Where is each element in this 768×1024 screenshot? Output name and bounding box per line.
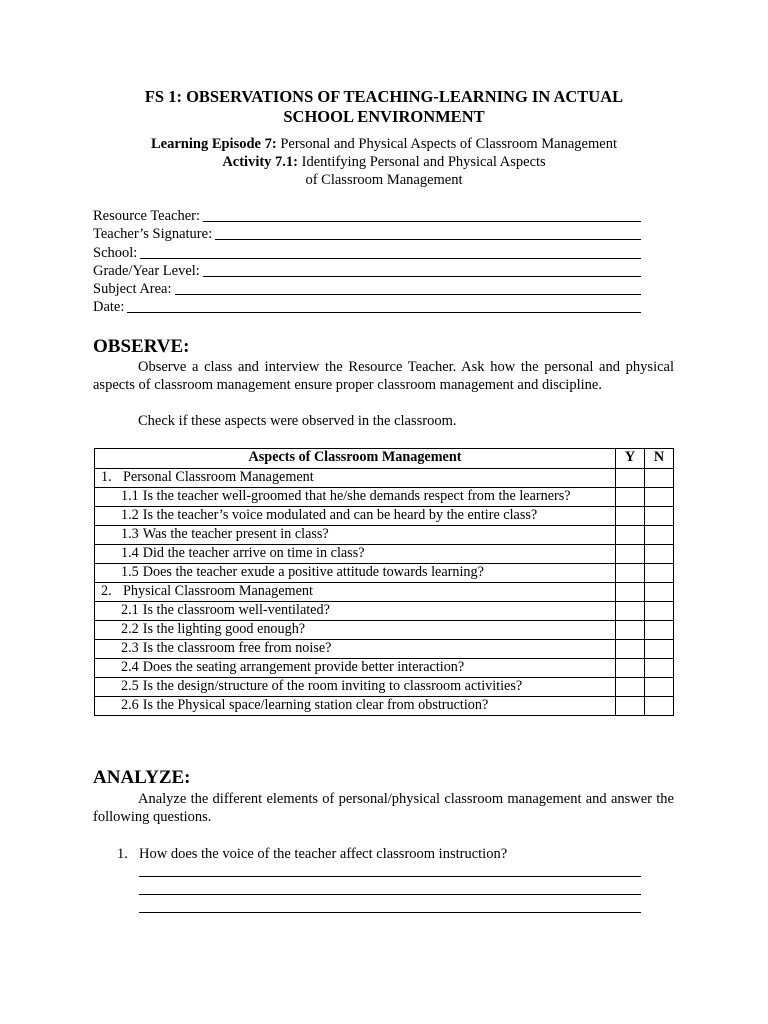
yes-cell[interactable]: [616, 564, 645, 583]
yes-column-header: Y: [616, 449, 645, 469]
item-text: Is the classroom well-ventilated?: [142, 602, 330, 618]
no-cell[interactable]: [645, 659, 674, 678]
yes-cell[interactable]: [616, 602, 645, 621]
item-cell: [95, 564, 616, 583]
item-cell: [95, 488, 616, 507]
aspects-table: [94, 448, 674, 716]
yes-cell[interactable]: [616, 659, 645, 678]
field-label: School:: [93, 244, 138, 261]
yes-cell[interactable]: [616, 697, 645, 716]
section-number: 1.: [101, 469, 112, 485]
item-text: Does the seating arrangement provide better interaction?: [142, 659, 465, 675]
item-text: Is the design/structure of the room inviting to classroom activities?: [142, 678, 523, 694]
table-row: [95, 564, 674, 583]
question-text: How does the voice of the teacher affect classroom instruction?: [139, 846, 508, 862]
item-text: Is the lighting good enough?: [142, 621, 306, 637]
no-column-header: N: [645, 449, 674, 469]
item-cell: [95, 545, 616, 564]
yes-cell[interactable]: [616, 678, 645, 697]
item-number: 2.3: [121, 640, 139, 656]
question-number: 1.: [117, 846, 128, 862]
observe-instruction: Check if these aspects were observed in the classroom.: [138, 413, 457, 429]
school-field[interactable]: [93, 243, 641, 261]
section-title: Personal Classroom Management: [123, 469, 314, 485]
analyze-heading: ANALYZE:: [93, 767, 191, 788]
info-fields: [93, 207, 641, 316]
section-number: 2.: [101, 583, 112, 599]
field-label: Teacher’s Signature:: [93, 226, 213, 243]
item-cell: [95, 507, 616, 526]
yes-cell[interactable]: [616, 469, 645, 488]
no-cell[interactable]: [645, 621, 674, 640]
item-number: 1.3: [121, 526, 139, 542]
field-label: Subject Area:: [93, 280, 172, 297]
item-cell: [95, 621, 616, 640]
item-cell: [95, 678, 616, 697]
title-line-2: SCHOOL ENVIRONMENT: [283, 107, 485, 126]
grade-level-field[interactable]: [93, 262, 641, 280]
field-label: Grade/Year Level:: [93, 262, 200, 279]
yes-cell[interactable]: [616, 507, 645, 526]
yes-cell[interactable]: [616, 583, 645, 602]
section-cell: [95, 469, 616, 488]
item-text: Did the teacher arrive on time in class?: [142, 545, 365, 561]
no-cell[interactable]: [645, 602, 674, 621]
fill-line[interactable]: [215, 238, 641, 240]
yes-cell[interactable]: [616, 621, 645, 640]
fill-line[interactable]: [175, 293, 641, 295]
activity-text: Identifying Personal and Physical Aspects: [301, 154, 546, 170]
answer-line[interactable]: [139, 876, 641, 877]
item-cell: [95, 640, 616, 659]
yes-cell[interactable]: [616, 640, 645, 659]
episode-label: Learning Episode 7:: [151, 136, 277, 152]
item-number: 1.1: [121, 488, 139, 504]
activity-line-2: of Classroom Management: [305, 172, 463, 188]
item-text: Was the teacher present in class?: [142, 526, 329, 542]
field-label: Resource Teacher:: [93, 208, 201, 225]
item-number: 1.2: [121, 507, 139, 523]
table-row: [95, 659, 674, 678]
observe-paragraph: Observe a class and interview the Resource Teacher. Ask how the personal and physical aspects of classroom management ensure proper classroom management and discipline.: [93, 359, 674, 393]
observe-heading: OBSERVE:: [93, 336, 190, 357]
episode-block: [92, 135, 676, 189]
table-row: [95, 488, 674, 507]
item-number: 2.2: [121, 621, 139, 637]
item-cell: [95, 526, 616, 545]
item-number: 1.4: [121, 545, 139, 561]
section-row: [95, 583, 674, 602]
yes-cell[interactable]: [616, 488, 645, 507]
yes-cell[interactable]: [616, 545, 645, 564]
table-row: [95, 507, 674, 526]
section-cell: [95, 583, 616, 602]
table-row: [95, 640, 674, 659]
no-cell[interactable]: [645, 640, 674, 659]
fill-line[interactable]: [203, 275, 641, 277]
answer-line[interactable]: [139, 894, 641, 895]
item-cell: [95, 659, 616, 678]
resource-teacher-field[interactable]: [93, 207, 641, 225]
fill-line[interactable]: [203, 220, 641, 222]
field-label: Date:: [93, 299, 125, 316]
no-cell[interactable]: [645, 507, 674, 526]
item-text: Is the teacher well-groomed that he/she demands respect from the learners?: [142, 488, 571, 504]
table-row: [95, 526, 674, 545]
item-number: 2.5: [121, 678, 139, 694]
table-row: [95, 697, 674, 716]
question-1: [117, 845, 507, 863]
analyze-paragraph: Analyze the different elements of personal/physical classroom management and answer the following questions.: [93, 791, 674, 825]
table-row: [95, 602, 674, 621]
episode-text: Personal and Physical Aspects of Classroom Management: [280, 136, 617, 152]
title-line-1: FS 1: OBSERVATIONS OF TEACHING-LEARNING IN ACTUAL: [144, 87, 624, 106]
fill-line[interactable]: [127, 311, 641, 313]
item-text: Is the Physical space/learning station clear from obstruction?: [142, 697, 489, 713]
table-row: [95, 621, 674, 640]
activity-label: Activity 7.1:: [222, 154, 299, 170]
section-title: Physical Classroom Management: [123, 583, 313, 599]
yes-cell[interactable]: [616, 526, 645, 545]
item-number: 1.5: [121, 564, 139, 580]
item-number: 2.6: [121, 697, 139, 713]
item-number: 2.1: [121, 602, 139, 618]
no-cell[interactable]: [645, 678, 674, 697]
no-cell[interactable]: [645, 488, 674, 507]
item-text: Is the classroom free from noise?: [142, 640, 332, 656]
no-cell[interactable]: [645, 545, 674, 564]
aspects-column-header: Aspects of Classroom Management: [95, 449, 616, 469]
episode-line: [92, 135, 676, 153]
item-number: 2.4: [121, 659, 139, 675]
document-title: [92, 87, 676, 127]
answer-line[interactable]: [139, 912, 641, 913]
no-cell[interactable]: [645, 564, 674, 583]
section-row: [95, 469, 674, 488]
date-field[interactable]: [93, 298, 641, 316]
item-cell: [95, 697, 616, 716]
table-row: [95, 545, 674, 564]
item-cell: [95, 602, 616, 621]
item-text: Is the teacher’s voice modulated and can be heard by the entire class?: [142, 507, 538, 523]
item-text: Does the teacher exude a positive attitude towards learning?: [142, 564, 484, 580]
subject-area-field[interactable]: [93, 280, 641, 298]
no-cell[interactable]: [645, 697, 674, 716]
table-row: [95, 678, 674, 697]
no-cell[interactable]: [645, 469, 674, 488]
teacher-signature-field[interactable]: [93, 225, 641, 243]
no-cell[interactable]: [645, 526, 674, 545]
activity-line: [92, 153, 676, 171]
no-cell[interactable]: [645, 583, 674, 602]
fill-line[interactable]: [140, 257, 641, 259]
table-header-row: [95, 449, 674, 469]
